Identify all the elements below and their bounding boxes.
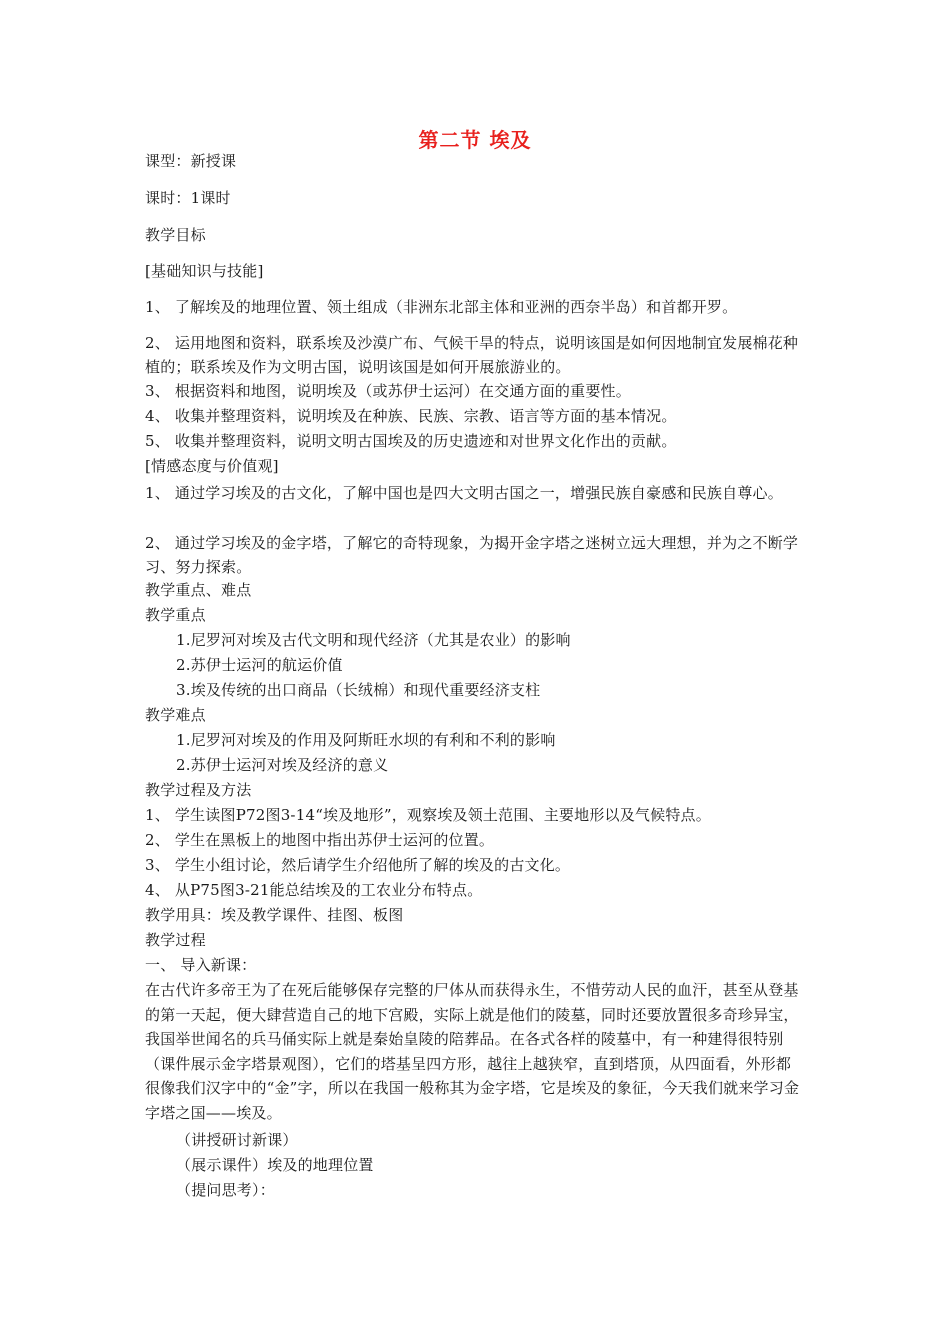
knowledge-item: 3、 根据资料和地图，说明埃及（或苏伊士运河）在交通方面的重要性。 (145, 382, 631, 400)
note-line: （展示课件）埃及的地理位置 (176, 1156, 374, 1174)
attitude-item: 2、 通过学习埃及的金字塔，了解它的奇特现象，为揭开金字塔之迷树立远大理想，并为之不断学习、努力探索。 (145, 534, 799, 576)
document-title: 第二节 埃及 (418, 128, 532, 152)
method-item: 2、 学生在黑板上的地图中指出苏伊士运河的位置。 (145, 831, 495, 849)
knowledge-item: 5、 收集并整理资料，说明文明古国埃及的历史遗迹和对世界文化作出的贡献。 (145, 432, 677, 450)
note-line: （讲授研讨新课） (176, 1131, 298, 1149)
process-heading: 教学过程 (145, 931, 206, 949)
knowledge-item: 4、 收集并整理资料，说明埃及在种族、民族、宗教、语言等方面的基本情况。 (145, 407, 677, 425)
knowledge-item: 2、 运用地图和资料，联系埃及沙漠广布、气候干旱的特点，说明该国是如何因地制宜发展棉花种植的；联系埃及作为文明古国，说明该国是如何开展旅游业的。 (145, 334, 799, 376)
method-item: 3、 学生小组讨论，然后请学生介绍他所了解的埃及的古文化。 (145, 856, 571, 874)
key-difficult-heading: 教学重点、难点 (145, 581, 252, 599)
key-item: 2.苏伊士运河的航运价值 (176, 656, 343, 674)
key-heading: 教学重点 (145, 606, 206, 624)
difficult-item: 2.苏伊士运河对埃及经济的意义 (176, 756, 389, 774)
method-heading: 教学过程及方法 (145, 781, 252, 799)
objectives-heading: 教学目标 (145, 226, 206, 244)
difficult-heading: 教学难点 (145, 706, 206, 724)
difficult-item: 1.尼罗河对埃及的作用及阿斯旺水坝的有利和不利的影响 (176, 731, 556, 749)
class-hours: 课时：1课时 (145, 189, 231, 207)
key-item: 3.埃及传统的出口商品（长绒棉）和现代重要经济支柱 (176, 681, 541, 699)
method-item: 4、 从P75图3-21能总结埃及的工农业分布特点。 (145, 881, 483, 899)
key-item: 1.尼罗河对埃及古代文明和现代经济（尤其是农业）的影响 (176, 631, 571, 649)
intro-heading: 一、 导入新课： (145, 956, 257, 974)
teaching-tools: 教学用具：埃及教学课件、挂图、板图 (145, 906, 404, 924)
course-type: 课型：新授课 (145, 152, 237, 170)
knowledge-item: 1、 了解埃及的地理位置、领土组成（非洲东北部主体和亚洲的西奈半岛）和首都开罗。 (145, 298, 738, 316)
attitude-item: 1、 通过学习埃及的古文化，了解中国也是四大文明古国之一，增强民族自豪感和民族自尊心。 (145, 484, 783, 502)
note-line: （提问思考）： (176, 1181, 275, 1199)
knowledge-heading: [基础知识与技能] (145, 262, 264, 280)
method-item: 1、 学生读图P72图3-14“埃及地形”，观察埃及领土范围、主要地形以及气候特点。 (145, 806, 711, 824)
intro-paragraph: 在古代许多帝王为了在死后能够保存完整的尸体从而获得永生，不惜劳动人民的血汗，甚至从登基的第一天起，便大肆营造自己的地下宫殿，实际上就是他们的陵墓，同时还要放置很多奇珍异宝，我国举世闻名的兵马俑实际上就是秦始皇陵的陪葬品。在各式各样的陵墓中，有一种建得很特别（课件展示金字塔景观图），它们的塔基呈四方形，越往上越狭窄，直到塔顶，从四面看，外形都很像我们汉字中的“金”字，所以在我国一般称其为金字塔，它是埃及的象征，今天我们就来学习金字塔之国——埃及。 (145, 981, 800, 1122)
attitude-heading: [情感态度与价值观] (145, 457, 279, 475)
